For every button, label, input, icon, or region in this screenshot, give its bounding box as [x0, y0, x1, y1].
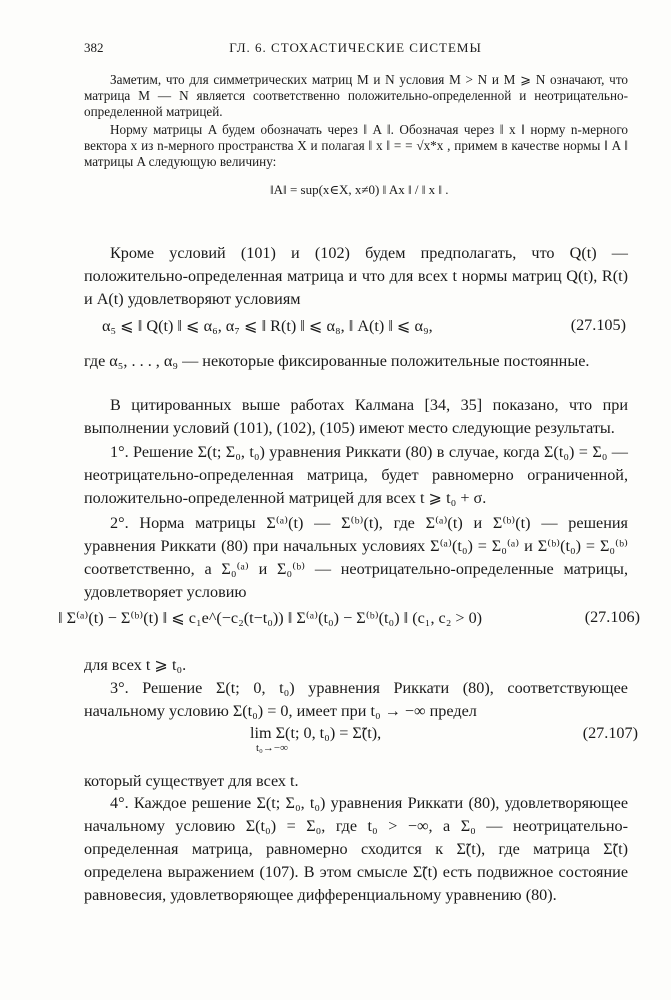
result-3: 3°. Решение Σ(t; 0, t₀) уравнения Риккати (80), соответствующее начальному условию Σ(t₀) = 0, имеет при t₀ → −∞ предел: [84, 679, 628, 720]
paragraph-matrix-norm: Норму матрицы A будем обозначать через ‖ A ‖. Обозначая через ‖ x ‖ норму n-мерного вектора x из n-мерного пространства X и полагая ‖ x ‖ = = √x*x , примем в качестве нормы ‖ A ‖ матрицы A следующую величину:: [84, 122, 628, 169]
paragraph-exists: который существует для всех t.: [84, 772, 299, 790]
formula-limit: lim Σ(t; 0, t₀) = Σ̃(t),: [250, 724, 382, 742]
result-2: 2°. Норма матрицы Σ⁽ᵃ⁾(t) — Σ⁽ᵇ⁾(t), где Σ⁽ᵃ⁾(t) и Σ⁽ᵇ⁾(t) — решения уравнения Риккати (80) при начальных условиях Σ⁽ᵃ⁾(t₀) = Σ₀⁽ᵃ⁾ и Σ⁽ᵇ⁾(t₀) = Σ₀⁽ᵇ⁾ соответственно, а Σ₀⁽ᵃ⁾ и Σ₀⁽ᵇ⁾ — неотрицательно-определенные матрицы, удовлетворяет условию: [84, 514, 628, 601]
formula-contraction: ‖ Σ⁽ᵃ⁾(t) − Σ⁽ᵇ⁾(t) ‖ ⩽ c₁e^(−c₂(t−t₀)) ‖ Σ⁽ᵃ⁾(t₀) − Σ⁽ᵇ⁾(t₀) ‖ (c₁, c₂ > 0): [58, 609, 483, 627]
paragraph-conditions: Кроме условий (101) и (102) будем предполагать, что Q(t) — положительно-определенная матрица и что для всех t нормы матриц Q(t), R(t) и A(t) удовлетворяют условиям: [84, 244, 628, 308]
formula-27-107: [250, 724, 642, 754]
equation-number-27-107: (27.107): [582, 724, 638, 742]
formula-27-105: [102, 316, 630, 336]
paragraph-for-all-t: для всех t ⩾ t₀.: [84, 656, 187, 674]
paragraph-constants: где α₅, . . . , α₉ — некоторые фиксированные положительные постоянные.: [84, 352, 590, 370]
formula-norm-definition: ‖A‖ = sup(x∈X, x≠0) ‖ Ax ‖ / ‖ x ‖ .: [270, 182, 449, 197]
formula-limit-subscript: t₀→−∞: [256, 742, 288, 754]
paragraph-symmetric-matrices: Заметим, что для симметрических матриц M и N условия M > N и M ⩾ N означают, что матрица M — N является соответственно положительно-определенной и неотрицательно-определенной матрицей.: [84, 72, 628, 119]
equation-number-27-105: (27.105): [570, 316, 626, 334]
result-1: 1°. Решение Σ(t; Σ₀, t₀) уравнения Риккати (80) в случае, когда Σ(t₀) = Σ₀ — неотрицательно-определенная матрица, будет равномерно ограниченной, положительно-определенной матрицей для всех t ⩾ t₀ + σ.: [84, 443, 628, 507]
equation-number-27-106: (27.106): [584, 608, 640, 626]
page-number: 382: [84, 40, 104, 55]
formula-27-106: [58, 608, 644, 628]
chapter-title: ГЛ. 6. СТОХАСТИЧЕСКИЕ СИСТЕМЫ: [229, 40, 482, 55]
formula-bounds: α₅ ⩽ ‖ Q(t) ‖ ⩽ α₆, α₇ ⩽ ‖ R(t) ‖ ⩽ α₈, ‖ A(t) ‖ ⩽ α₉,: [102, 317, 433, 335]
result-4: 4°. Каждое решение Σ(t; Σ₀, t₀) уравнения Риккати (80), удовлетворяющее начальному условию Σ(t₀) = Σ₀, где t₀ > −∞, а Σ₀ — неотрицательно-определенная матрица, равномерно сходится к Σ̃(t), где матрица Σ̃(t) определена выражением (107). В этом смысле Σ̃(t) есть подвижное состояние равновесия, удовлетворяющее дифференциальному уравнению (80).: [84, 794, 628, 904]
paragraph-kalman: В цитированных выше работах Калмана [34, 35] показано, что при выполнении условий (101), (102), (105) имеют место следующие результаты.: [84, 396, 628, 437]
